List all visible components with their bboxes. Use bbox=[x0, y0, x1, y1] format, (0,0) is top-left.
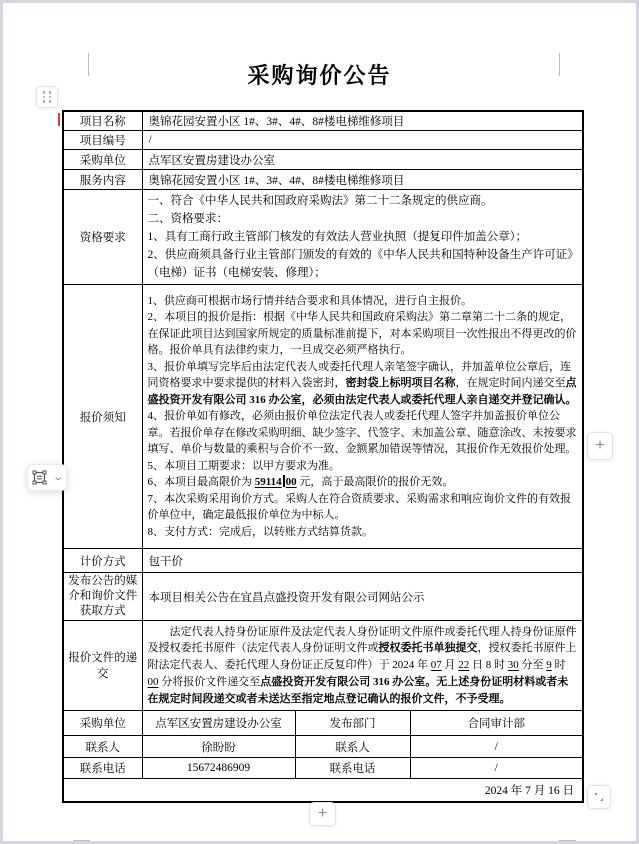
plus-icon: + bbox=[317, 805, 328, 822]
remote-cursor-caret bbox=[58, 113, 60, 126]
six-dot-grid-icon bbox=[43, 91, 52, 103]
qualification-line: 二、资格要求： bbox=[147, 213, 228, 225]
notice-item: 4、报价单如有修改，必须由报价单位法定代表人或委托代理人签字并加盖报价单位公章。若报价单存在修改采购明细、缺少签字、代签字、未加盖公章、随意涂改、未按要求填写、单价与数量的乘积与合价不一致、金额累加错误等情况，其报价作无效报价处理。 bbox=[147, 410, 577, 456]
table-row bbox=[63, 170, 583, 190]
notice-item: 2、本项目的报价是指：根据《中华人民共和国政府采购法》第二章第二十二条的规定，在保证此项目达到国家所规定的质量标准前提下，对本采购项目一次性报出不得更改的价格。报价单具有法律约束力，一旦成交必须严格执行。 bbox=[147, 311, 577, 357]
date-cell[interactable]: 2024 年 7 月 16 日 bbox=[63, 779, 583, 802]
table-row-notice bbox=[63, 285, 583, 549]
text-cursor-caret bbox=[283, 475, 285, 487]
table-row-contact bbox=[63, 711, 583, 736]
label-cell[interactable]: 发布公告的媒介和询价文件获取方式 bbox=[63, 573, 142, 621]
value-cell[interactable]: 奥锦花园安置小区 1#、3#、4#、8#楼电梯维修项目 bbox=[142, 170, 583, 190]
qualification-line: 1、具有工商行政主管部门核发的有效法人营业执照（提复印件加盖公章）； bbox=[147, 231, 527, 243]
margin-mark-bottom-left-h bbox=[73, 840, 90, 841]
value-cell[interactable]: 包干价 bbox=[142, 549, 583, 573]
value-cell[interactable]: / bbox=[410, 758, 583, 779]
page-title: 采购询价公告 bbox=[247, 63, 392, 88]
value-cell[interactable]: / bbox=[142, 131, 583, 150]
value-cell[interactable]: 合同审计部 bbox=[410, 711, 583, 736]
table-row-contact bbox=[63, 736, 583, 758]
table-row-announcement bbox=[63, 573, 583, 621]
margin-mark-bottom-right-v bbox=[559, 840, 560, 844]
label-cell[interactable]: 采购单位 bbox=[63, 711, 142, 736]
label-cell[interactable]: 资格要求 bbox=[63, 190, 142, 285]
label-cell[interactable]: 联系电话 bbox=[63, 758, 142, 779]
label-cell[interactable]: 报价文件的递交 bbox=[63, 621, 142, 711]
qualification-line: 一、符合《中华人民共和国政府采购法》第二十二条规定的供应商。 bbox=[147, 195, 493, 207]
table-resize-button[interactable] bbox=[587, 785, 611, 809]
value-cell[interactable]: 点军区安置房建设办公室 bbox=[142, 150, 583, 170]
table-row bbox=[63, 111, 583, 131]
label-cell[interactable]: 服务内容 bbox=[63, 170, 142, 190]
table-row bbox=[63, 549, 583, 573]
label-cell[interactable]: 联系人 bbox=[295, 736, 410, 758]
table-drag-handle[interactable] bbox=[36, 86, 58, 108]
label-cell[interactable]: 项目编号 bbox=[63, 131, 142, 150]
table-row bbox=[63, 131, 583, 150]
margin-mark-bottom-right-h bbox=[559, 840, 576, 841]
table-row bbox=[63, 150, 583, 170]
margin-mark-bottom-left-v bbox=[89, 840, 90, 844]
value-cell[interactable]: 15672486909 bbox=[142, 758, 295, 779]
label-cell[interactable]: 联系人 bbox=[63, 736, 142, 758]
chevron-down-icon[interactable]: ⌄ bbox=[51, 472, 64, 483]
value-cell[interactable]: 点军区安置房建设办公室 bbox=[142, 711, 295, 736]
label-cell[interactable]: 联系电话 bbox=[295, 758, 410, 779]
notice-item: 1、供应商可根据市场行情并结合要求和具体情况，进行自主报价。 bbox=[147, 294, 472, 307]
label-cell[interactable]: 发布部门 bbox=[295, 711, 410, 736]
label-cell[interactable]: 计价方式 bbox=[63, 549, 142, 573]
table-select-icon[interactable] bbox=[32, 470, 47, 485]
diagonal-resize-icon bbox=[593, 791, 605, 803]
table-row-qualification bbox=[63, 190, 583, 285]
add-column-button[interactable] bbox=[587, 432, 613, 460]
notice-item: 3、报价单填写完毕后由法定代表人或委托代理人亲笔签字确认，并加盖单位公章后，连同资格要求中要求提供的材料入袋密封，密封袋上标明项目名称，在规定时间内递交至点盛投资开发有限公司 316 办公室，必须由法定代表人或委托代理人亲自递交并登记确认。 bbox=[147, 360, 577, 406]
table-row-contact bbox=[63, 758, 583, 779]
notice-item: 6、本项目最高限价为 59114 00 元，高于最高限价的报价无效。 bbox=[147, 476, 454, 489]
notice-cell[interactable] bbox=[142, 285, 583, 549]
submission-paragraph: 法定代表人持身份证原件及法定代表人身份证明文件原件或委托代理人持身份证原件及授权委托书原件（法定代表人身份证明文件或授权委托书单独提交，授权委托书原件上附法定代表人、委托代理人身份证正反复印件）于 2024 年 07 月 22 日 8 时 30 分至 9 时 00 分将报价文件递交至点盛投资开发有限公司 316 办公室。无上述身份证明材料或者未在规定时间段递交或者未送达至指定地点登记确认的报价文件，不予受理。 bbox=[147, 625, 577, 705]
qualification-cell[interactable] bbox=[142, 190, 583, 285]
procurement-table bbox=[62, 110, 584, 803]
notice-item: 8、支付方式：完成后，以转账方式结算货款。 bbox=[147, 525, 373, 538]
notice-item: 5、本项目工期要求：以甲方要求为准。 bbox=[147, 459, 340, 472]
table-row-date bbox=[63, 779, 583, 802]
row-toolbar bbox=[27, 464, 67, 491]
submission-cell[interactable] bbox=[142, 621, 583, 711]
value-cell[interactable]: 奥锦花园安置小区 1#、3#、4#、8#楼电梯维修项目 bbox=[142, 111, 583, 131]
value-cell[interactable]: 徐盼盼 bbox=[142, 736, 295, 758]
add-row-button[interactable] bbox=[309, 802, 336, 826]
label-cell[interactable]: 项目名称 bbox=[63, 111, 142, 131]
value-cell[interactable]: / bbox=[410, 736, 583, 758]
plus-icon: + bbox=[595, 437, 605, 454]
table-row-submission bbox=[63, 621, 583, 711]
qualification-line: 2、供应商须具备行业主管部门颁发的有效的《中华人民共和国特种设备生产许可证》（电梯）证书（电梯安装、修理）； bbox=[147, 249, 573, 279]
notice-item: 7、本次采购采用询价方式。采购人在符合资质要求、采购需求和响应询价文件的有效报价单位中，确定最低报价单位为中标人。 bbox=[147, 492, 571, 522]
label-cell[interactable]: 报价须知 bbox=[63, 285, 142, 549]
label-cell[interactable]: 采购单位 bbox=[63, 150, 142, 170]
value-cell[interactable]: 本项目相关公告在宜昌点盛投资开发有限公司网站公示 bbox=[142, 573, 583, 621]
